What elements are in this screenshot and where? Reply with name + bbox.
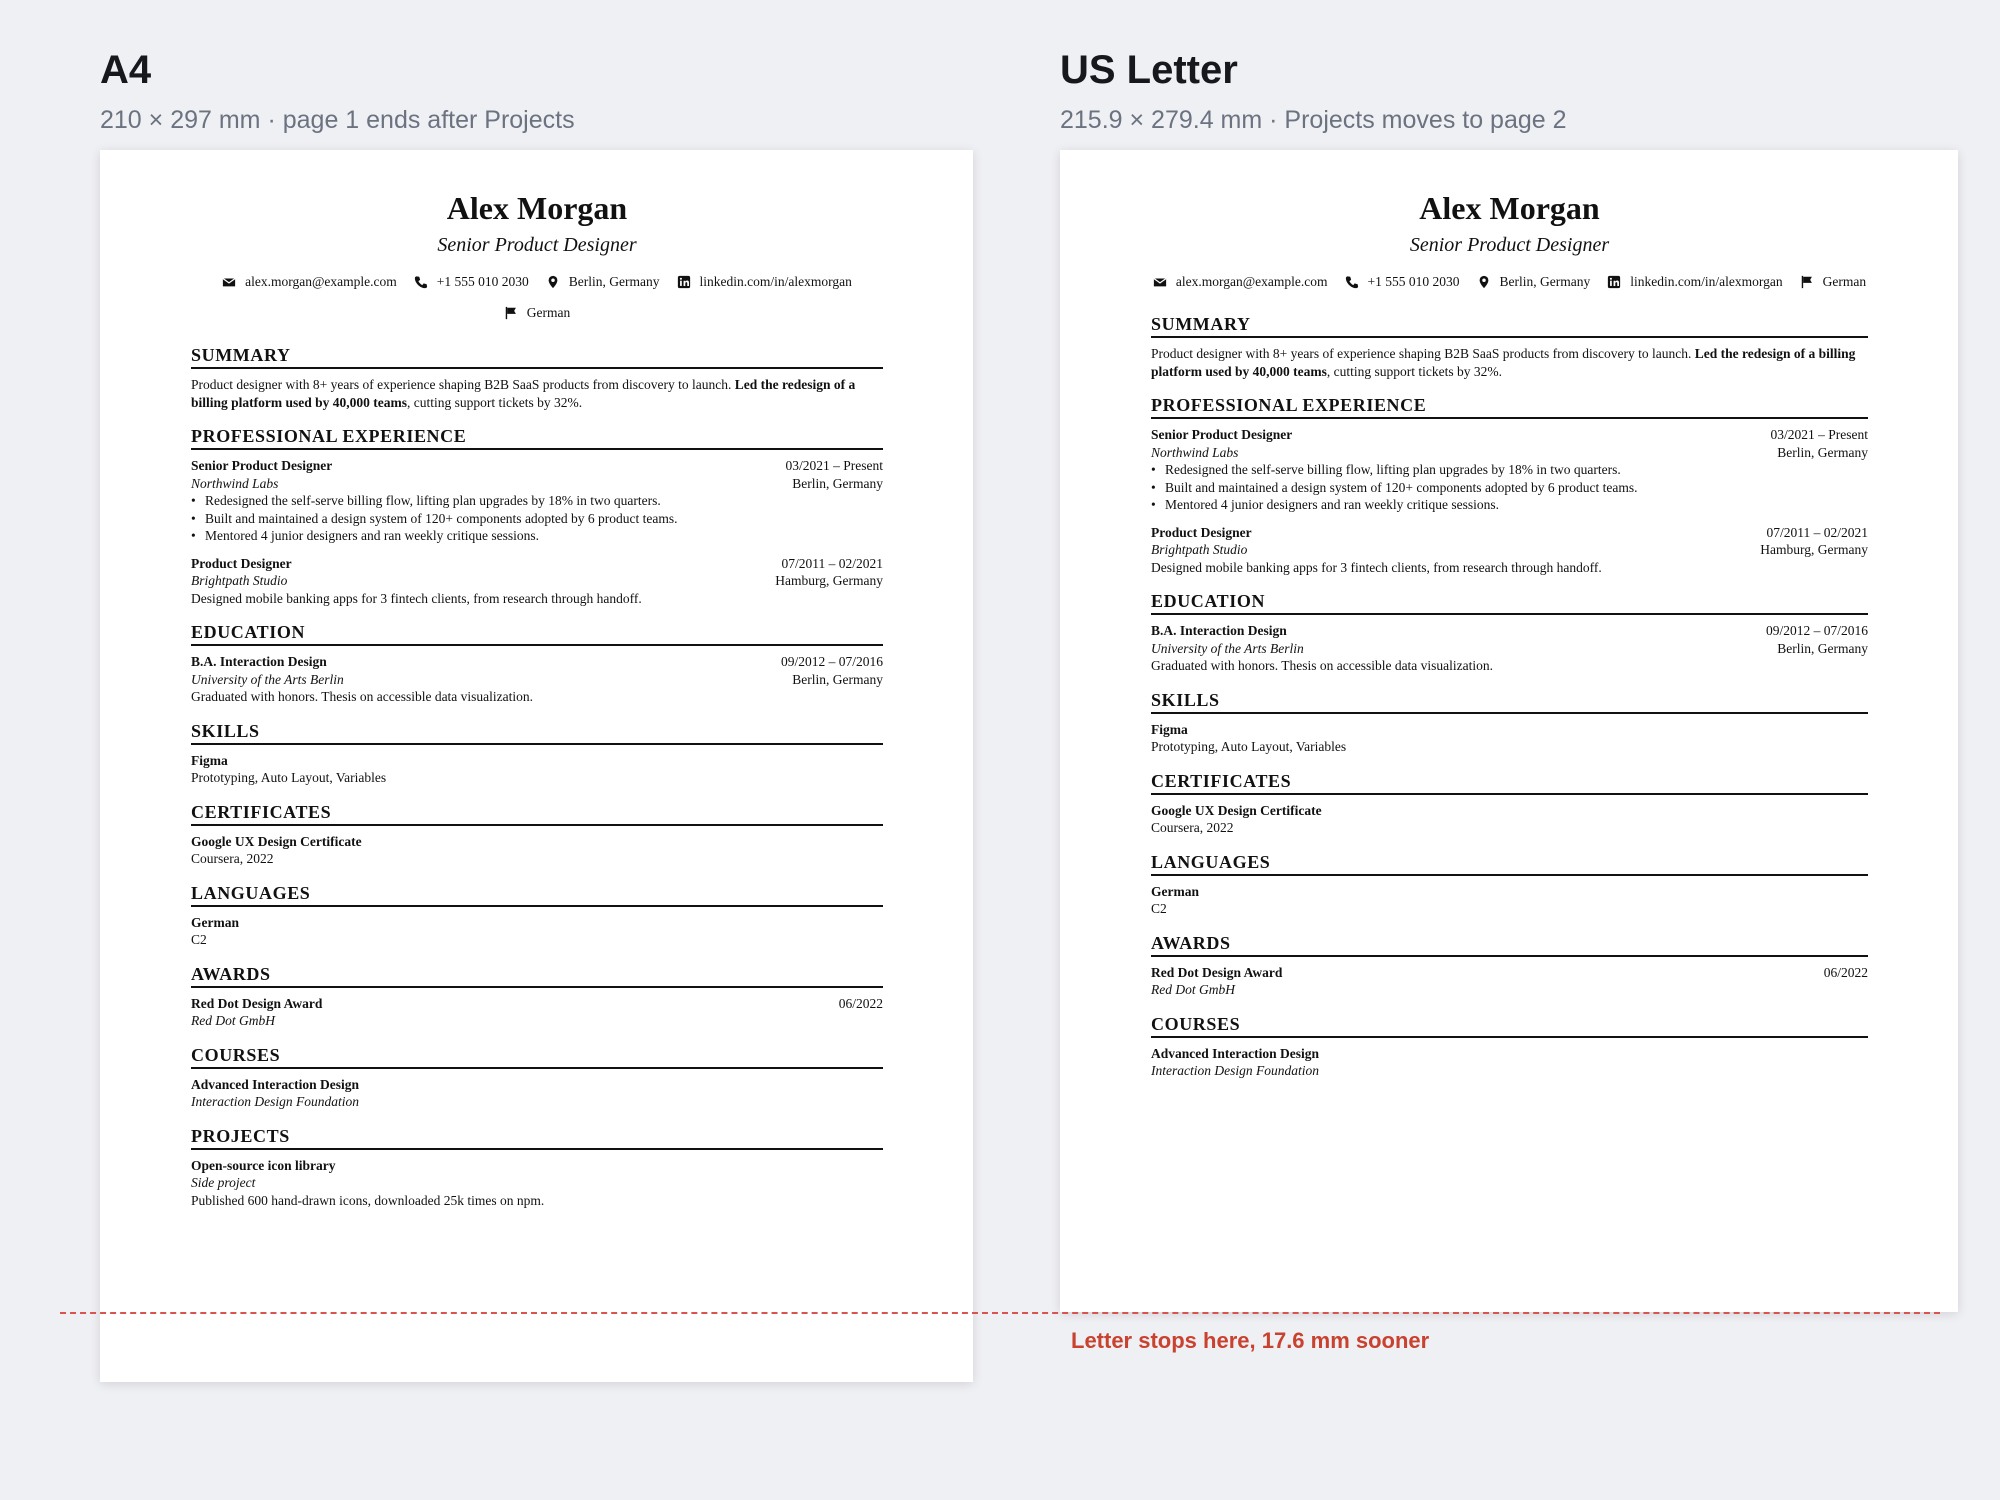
job-title: Product Designer (1151, 524, 1252, 540)
experience-entry (1151, 524, 1868, 577)
education-meta (1766, 622, 1868, 657)
job-dates: 07/2011 – 02/2021 (781, 555, 883, 571)
section-skills (1151, 689, 1868, 756)
list-item: • Mentored 4 junior designers and ran weekly critique sessions. (1165, 496, 1697, 514)
language-entry (191, 914, 883, 949)
section-languages (191, 882, 883, 949)
flag-icon (1800, 275, 1814, 289)
list-item: • Mentored 4 junior designers and ran weekly critique sessions. (205, 527, 737, 545)
phone-icon (414, 275, 428, 289)
language-entry (1151, 883, 1868, 918)
summary-text: Product designer with 8+ years of experience shaping B2B SaaS products from discovery to launch. Led the redesign of a billing platform used by 40,000 teams, cutting support tickets by 32%. (1151, 346, 1856, 379)
contact-location: Berlin, Germany (1477, 270, 1591, 293)
contact-line (191, 270, 883, 324)
section-title: EDUCATION (1151, 590, 1868, 615)
page-break-line (60, 1312, 1940, 1314)
job-description: Designed mobile banking apps for 3 fintech clients, from research through handoff. (191, 590, 642, 606)
job-bullets (191, 492, 737, 545)
job-location: Berlin, Germany (792, 475, 883, 491)
a4-page (100, 150, 973, 1382)
course-provider: Interaction Design Foundation (191, 1094, 359, 1109)
section-title: EDUCATION (191, 621, 883, 646)
letter-subtitle: 215.9 × 279.4 mm · Projects moves to page 2 (1060, 106, 1567, 134)
skill-entry (1151, 721, 1868, 756)
list-item: • Built and maintained a design system of 120+ components adopted by 6 product teams. (1165, 479, 1697, 497)
course-name: Advanced Interaction Design (1151, 1045, 1319, 1061)
envelope-icon (1153, 275, 1167, 289)
section-title: SUMMARY (1151, 313, 1868, 338)
section-title: COURSES (1151, 1013, 1868, 1038)
project-entry (191, 1157, 883, 1210)
award-entry (191, 995, 883, 1030)
school: University of the Arts Berlin (1151, 640, 1304, 656)
map-pin-icon (1477, 275, 1491, 289)
envelope-icon (222, 275, 236, 289)
phone-icon (1345, 275, 1359, 289)
contact-email[interactable]: alex.morgan@example.com (222, 270, 397, 293)
skill-detail: Prototyping, Auto Layout, Variables (191, 770, 387, 785)
section-experience (191, 425, 883, 607)
section-awards (191, 963, 883, 1030)
job-company: Northwind Labs (191, 475, 279, 491)
education-dates: 09/2012 – 07/2016 (1765, 623, 1868, 638)
job-meta (775, 555, 883, 590)
certificate-entry (1151, 802, 1868, 837)
section-title: PROFESSIONAL EXPERIENCE (191, 425, 883, 450)
a4-subtitle: 210 × 297 mm · page 1 ends after Projects (100, 106, 575, 134)
education-description: Graduated with honors. Thesis on accessible data visualization. (1151, 658, 1494, 673)
section-courses (191, 1044, 883, 1111)
section-summary (1151, 313, 1868, 380)
education-meta (781, 653, 883, 688)
map-pin-icon (546, 275, 560, 289)
skill-name: Figma (1151, 721, 1188, 737)
section-education (1151, 590, 1868, 675)
award-date: 06/2022 (838, 995, 883, 1011)
job-location: Hamburg, Germany (775, 573, 883, 588)
degree: B.A. Interaction Design (191, 654, 327, 669)
job-company: Northwind Labs (1151, 444, 1239, 460)
list-item: • Redesigned the self-serve billing flow, lifting plan upgrades by 18% in two quarters. (1165, 461, 1697, 479)
list-item: • Built and maintained a design system of 120+ components adopted by 6 product teams. (205, 510, 737, 528)
a4-column-header (100, 50, 575, 135)
contact-language: German (1800, 270, 1866, 293)
award-date: 06/2022 (1823, 964, 1868, 980)
education-entry (191, 653, 883, 706)
section-title: AWARDS (191, 963, 883, 988)
course-provider: Interaction Design Foundation (1151, 1063, 1319, 1078)
resume-role: Senior Product Designer (437, 234, 637, 256)
award-name: Red Dot Design Award (191, 995, 323, 1011)
section-awards (1151, 932, 1868, 999)
section-summary (191, 344, 883, 411)
letter-column-header (1060, 50, 1567, 135)
language-level: C2 (1151, 901, 1167, 916)
job-title: Product Designer (191, 555, 292, 571)
page-break-label: Letter stops here, 17.6 mm sooner (1071, 1328, 1430, 1353)
section-certificates (1151, 770, 1868, 837)
award-issuer: Red Dot GmbH (191, 1013, 275, 1028)
section-experience (1151, 394, 1868, 576)
experience-entry (191, 457, 883, 545)
job-location: Berlin, Germany (1777, 444, 1868, 460)
language-level: C2 (191, 932, 207, 947)
skill-entry (191, 752, 883, 787)
education-entry (1151, 622, 1868, 675)
contact-email[interactable]: alex.morgan@example.com (1153, 270, 1328, 293)
experience-entry (1151, 426, 1868, 514)
job-location: Hamburg, Germany (1760, 542, 1868, 557)
project-description: Published 600 hand-drawn icons, downloaded 25k times on npm. (191, 1192, 545, 1208)
resume-role: Senior Product Designer (1409, 234, 1610, 256)
section-skills (191, 720, 883, 787)
section-education (191, 621, 883, 706)
certificate-name: Google UX Design Certificate (191, 833, 362, 849)
a4-title: A4 (100, 48, 152, 92)
language-name: German (1151, 883, 1199, 899)
contact-phone[interactable]: +1 555 010 2030 (1345, 270, 1460, 293)
job-company: Brightpath Studio (1151, 542, 1248, 557)
education-location: Berlin, Germany (792, 671, 883, 687)
certificate-entry (191, 833, 883, 868)
certificate-name: Google UX Design Certificate (1151, 802, 1322, 818)
degree: B.A. Interaction Design (1151, 623, 1287, 638)
course-name: Advanced Interaction Design (191, 1076, 359, 1092)
course-entry (1151, 1045, 1868, 1080)
course-entry (191, 1076, 883, 1111)
award-issuer: Red Dot GmbH (1151, 982, 1235, 997)
job-dates: 03/2021 – Present (785, 458, 883, 473)
job-company: Brightpath Studio (191, 573, 288, 588)
contact-linkedin[interactable]: linkedin.com/in/alexmorgan (1607, 270, 1782, 293)
award-entry (1151, 964, 1868, 999)
contact-language: German (504, 301, 570, 324)
job-title: Senior Product Designer (1151, 427, 1293, 442)
section-certificates (191, 801, 883, 868)
school: University of the Arts Berlin (191, 671, 344, 687)
summary-text: Product designer with 8+ years of experience shaping B2B SaaS products from discovery to launch. Led the redesign of a billing platform used by 40,000 teams, cutting support tickets by 32%. (191, 377, 856, 410)
job-meta (786, 457, 884, 492)
skill-name: Figma (191, 752, 228, 768)
award-name: Red Dot Design Award (1151, 964, 1283, 980)
section-title: SKILLS (1151, 689, 1868, 714)
section-projects (191, 1125, 883, 1210)
job-meta (1771, 426, 1869, 461)
job-title: Senior Product Designer (191, 458, 333, 473)
section-title: PROJECTS (191, 1125, 883, 1150)
section-title: CERTIFICATES (191, 801, 883, 826)
project-type: Side project (191, 1175, 256, 1190)
certificate-detail: Coursera, 2022 (191, 851, 274, 866)
section-title: LANGUAGES (191, 882, 883, 907)
section-title: AWARDS (1151, 932, 1868, 957)
certificate-detail: Coursera, 2022 (1151, 820, 1234, 835)
section-title: PROFESSIONAL EXPERIENCE (1151, 394, 1868, 419)
education-description: Graduated with honors. Thesis on accessible data visualization. (191, 689, 534, 704)
education-dates: 09/2012 – 07/2016 (780, 654, 883, 669)
list-item: • Redesigned the self-serve billing flow, lifting plan upgrades by 18% in two quarters. (205, 492, 737, 510)
job-dates: 07/2011 – 02/2021 (1766, 524, 1868, 540)
section-title: CERTIFICATES (1151, 770, 1868, 795)
linkedin-icon (1607, 275, 1621, 289)
education-location: Berlin, Germany (1777, 640, 1868, 656)
section-languages (1151, 851, 1868, 918)
section-courses (1151, 1013, 1868, 1080)
letter-page (1060, 150, 1958, 1312)
resume-name: Alex Morgan (446, 190, 628, 226)
letter-title: US Letter (1060, 48, 1238, 92)
project-name: Open-source icon library (191, 1157, 336, 1173)
section-title: COURSES (191, 1044, 883, 1069)
linkedin-icon (677, 275, 691, 289)
job-description: Designed mobile banking apps for 3 fintech clients, from research through handoff. (1151, 559, 1602, 575)
skill-detail: Prototyping, Auto Layout, Variables (1151, 739, 1347, 754)
experience-entry (191, 555, 883, 608)
section-title: SUMMARY (191, 344, 883, 369)
job-dates: 03/2021 – Present (1770, 427, 1868, 442)
flag-icon (504, 306, 518, 320)
section-title: SKILLS (191, 720, 883, 745)
section-title: LANGUAGES (1151, 851, 1868, 876)
language-name: German (191, 914, 239, 930)
resume-name: Alex Morgan (1419, 190, 1600, 226)
contact-line (1151, 270, 1868, 293)
job-meta (1760, 524, 1868, 559)
contact-linkedin[interactable]: linkedin.com/in/alexmorgan (677, 270, 852, 293)
job-bullets (1151, 461, 1697, 514)
contact-location: Berlin, Germany (546, 270, 660, 293)
contact-phone[interactable]: +1 555 010 2030 (414, 270, 529, 293)
